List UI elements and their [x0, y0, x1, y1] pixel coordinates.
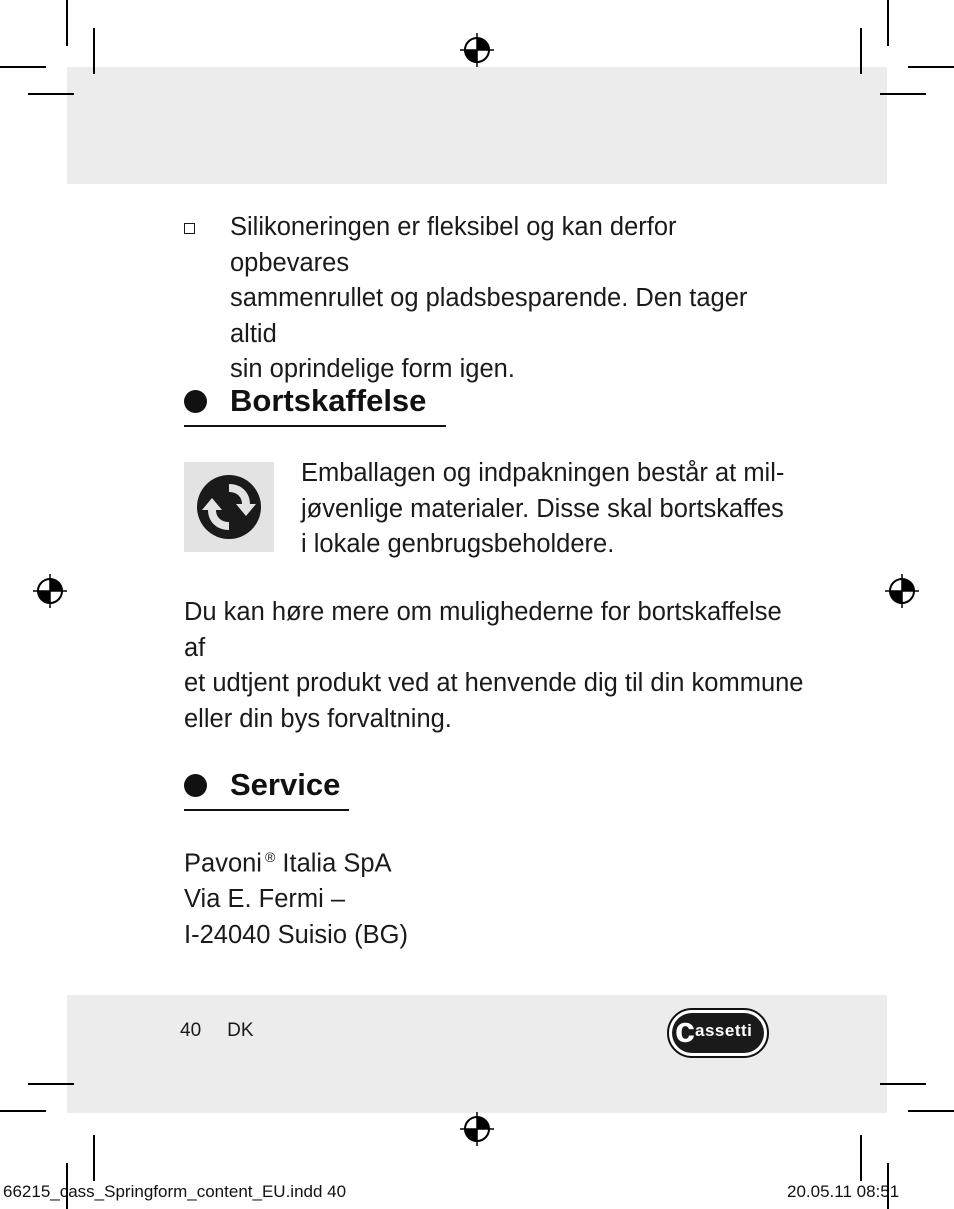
- company-suffix: Italia SpA: [275, 849, 392, 878]
- crop-mark: [880, 93, 926, 95]
- crop-mark: [28, 93, 74, 95]
- text-line: Emballagen og indpakningen består at mil-: [301, 459, 785, 487]
- registration-mark-icon: [460, 1112, 494, 1146]
- registration-mark-icon: [33, 574, 67, 608]
- language-code: DK: [227, 1020, 254, 1041]
- crop-mark: [0, 66, 46, 68]
- street-address: Via E. Fermi –: [184, 885, 346, 913]
- service-address: [184, 840, 584, 953]
- section-title: Service: [230, 767, 341, 802]
- green-dot-recycling-icon: [184, 462, 274, 552]
- page-number: 40: [180, 1020, 202, 1041]
- text-line: jøvenlige materialer. Disse skal bortskaffes: [301, 494, 784, 523]
- bullet-dot-icon: [184, 774, 207, 797]
- disposal-heading: [184, 383, 446, 431]
- crop-mark: [887, 0, 889, 46]
- text-line: sammenrullet og pladsbesparende. Den tager altid: [230, 284, 748, 348]
- text-line: sin oprindelige form igen.: [230, 355, 515, 383]
- text-line: Du kan høre mere om mulighederne for bortskaffelse af: [184, 598, 782, 662]
- service-heading: [184, 767, 349, 815]
- logo-wordmark: assetti: [695, 1021, 753, 1040]
- text-line: i lokale genbrugsbeholdere.: [301, 530, 615, 558]
- text-line: eller din bys forvaltning.: [184, 704, 452, 733]
- print-slug-datetime: 20.05.11 08:51: [787, 1182, 900, 1201]
- crop-mark: [93, 1135, 95, 1181]
- cassetti-logo: [667, 1008, 769, 1058]
- section-title: Bortskaffelse: [230, 383, 427, 418]
- registration-mark-icon: [885, 574, 919, 608]
- crop-mark: [93, 28, 95, 74]
- crop-mark: [860, 1135, 862, 1181]
- heading-underline: [184, 809, 349, 811]
- city-address: I-24040 Suisio (BG): [184, 920, 408, 949]
- logo-initial: c: [675, 1009, 696, 1050]
- page-footer: [180, 1020, 280, 1042]
- text-line: et udtjent produkt ved at henvende dig til din kommune: [184, 669, 804, 697]
- company-name: [184, 840, 584, 882]
- footer-band: [67, 995, 887, 1113]
- crop-mark: [908, 66, 954, 68]
- company-brand: Pavoni: [184, 849, 262, 878]
- text-line: Silikoneringen er fleksibel og kan derfor opbevares: [230, 213, 677, 277]
- checkbox-bullet-icon: [184, 223, 195, 234]
- heading-underline: [184, 425, 446, 427]
- crop-mark: [860, 28, 862, 74]
- crop-mark: [0, 1110, 46, 1112]
- crop-mark: [908, 1110, 954, 1112]
- packaging-paragraph: [301, 456, 791, 563]
- crop-mark: [66, 0, 68, 46]
- registered-mark: ®: [264, 849, 276, 865]
- disposal-paragraph: [184, 595, 804, 737]
- crop-mark: [880, 1083, 926, 1085]
- registration-mark-icon: [460, 33, 494, 67]
- crop-mark: [28, 1083, 74, 1085]
- print-slug-file: 66215_cass_Springform_content_EU.indd 40: [3, 1182, 347, 1201]
- care-note-text: [230, 210, 790, 388]
- header-band: [67, 67, 887, 184]
- bullet-dot-icon: [184, 390, 207, 413]
